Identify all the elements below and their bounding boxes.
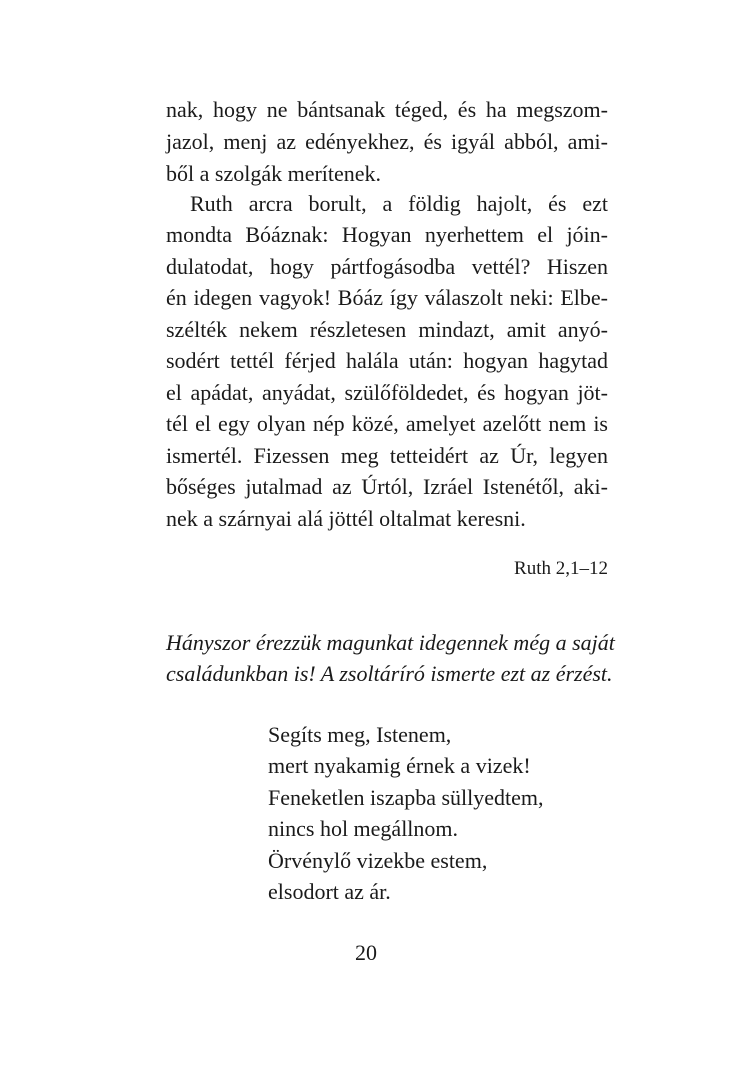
prose-line: dulatodat, hogy pártfogásodba vettél? Hiszen bbox=[166, 254, 608, 279]
prose-line: én idegen vagyok! Bóáz így válaszolt neki: Elbe- bbox=[166, 285, 608, 310]
poem-line: Feneketlen iszapba süllyedtem, bbox=[268, 785, 544, 810]
prose-line: jazol, menj az edényekhez, és igyál abból, ami- bbox=[166, 129, 608, 154]
scripture-reference: Ruth 2,1–12 bbox=[514, 558, 608, 579]
prose-line: mondta Bóáznak: Hogyan nyerhettem el jóin- bbox=[166, 222, 608, 247]
prose-line: tél el egy olyan nép közé, amelyet azelőtt nem is bbox=[166, 411, 608, 436]
poem-line: elsodort az ár. bbox=[268, 879, 391, 904]
prose-line: nak, hogy ne bántsanak téged, és ha megszom- bbox=[166, 97, 608, 122]
prose-line: ből a szolgák merítenek. bbox=[166, 161, 382, 186]
prose-line: szélték nekem részletesen mindazt, amit anyó- bbox=[166, 317, 608, 342]
prose-line: bőséges jutalmad az Úrtól, Izráel Istenétől, aki- bbox=[166, 474, 608, 499]
prose-line: el apádat, anyádat, szülőföldedet, és hogyan jöt- bbox=[166, 380, 608, 405]
poem-line: Segíts meg, Istenem, bbox=[268, 722, 452, 747]
prose-line: Ruth arcra borult, a földig hajolt, és ezt bbox=[190, 191, 608, 216]
prose-line: ismertél. Fizessen meg tetteidért az Úr, legyen bbox=[166, 443, 608, 468]
prose-line: sodért tettél férjed halála után: hogyan hagytad bbox=[166, 348, 608, 373]
poem-line: nincs hol megállnom. bbox=[268, 816, 459, 841]
commentary-line: családunkban is! A zsoltáríró ismerte ezt az érzést. bbox=[166, 661, 613, 686]
page-number: 20 bbox=[355, 940, 377, 965]
poem-line: mert nyakamig érnek a vizek! bbox=[268, 753, 531, 778]
commentary-line: Hányszor érezzük magunkat idegennek még a saját bbox=[166, 630, 615, 655]
prose-line: nek a szárnyai alá jöttél oltalmat keresni. bbox=[166, 506, 526, 531]
poem-line: Örvénylő vizekbe estem, bbox=[268, 848, 488, 873]
